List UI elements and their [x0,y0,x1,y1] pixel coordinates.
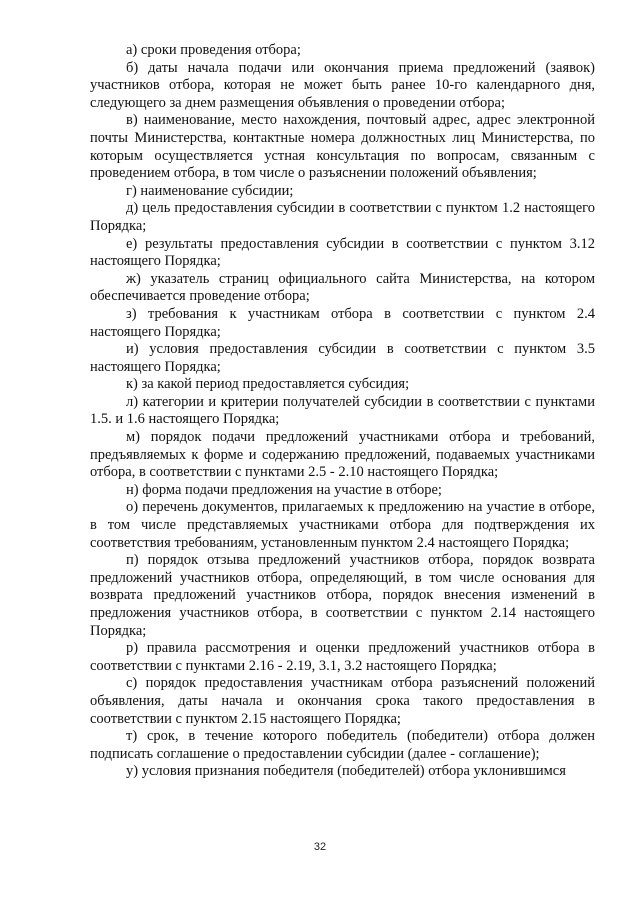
paragraph-r: р) правила рассмотрения и оценки предложений участников отбора в соответствии с пунктами 2.16 - 2.19, 3.1, 3.2 настоящего Порядка; [90,640,595,674]
paragraph-zh: ж) указатель страниц официального сайта Министерства, на котором обеспечивается проведение отбора; [90,270,595,305]
document-body [90,42,595,781]
paragraph-p: п) порядок отзыва предложений участников отбора, порядок возврата предложений участников отбора, определяющий, в том числе основания для возврата предложений участников отбора, порядок внесения изменений в предложения участников отбора, в соответствии с пунктом 2.14 настоящего Порядка; [90,552,595,639]
page-number: 32 [313,841,327,853]
paragraph-m: м) порядок подачи предложений участниками отбора и требований, предъявляемых к форме и содержанию предложений, подаваемых участниками отбора, в соответствии с пунктами 2.5 - 2.10 настоящего Порядка; [90,429,595,481]
paragraph-i: и) условия предоставления субсидии в соответствии с пунктом 3.5 настоящего Порядка; [90,341,595,375]
paragraph-t: т) срок, в течение которого победитель (победители) отбора должен подписать соглашение о предоставлении субсидии (далее - соглашение); [90,728,595,762]
paragraph-k: к) за какой период предоставляется субсидия; [126,376,410,393]
paragraph-n: н) форма подачи предложения на участие в отборе; [126,481,442,498]
paragraph-e: е) результаты предоставления субсидии в соответствии с пунктом 3.12 настоящего Порядка; [90,235,595,270]
paragraph-b: б) даты начала подачи или окончания приема предложений (заявок) участников отбора, которая не может быть ранее 10-го календарного дня, следующего за днем размещения объявления о проведении отбора; [90,59,595,111]
paragraph-g: г) наименование субсидии; [126,182,294,199]
paragraph-a: а) сроки проведения отбора; [126,42,301,58]
paragraph-z: з) требования к участникам отбора в соответствии с пунктом 2.4 настоящего Порядка; [90,305,595,340]
paragraph-l: л) категории и критерии получателей субсидии в соответствии с пунктами 1.5. и 1.6 настоящего Порядка; [90,393,595,428]
paragraph-d: д) цель предоставления субсидии в соответствии с пунктом 1.2 настоящего Порядка; [90,200,595,234]
paragraph-s: с) порядок предоставления участникам отбора разъяснений положений объявления, даты начала и окончания срока такого предоставления в соответствии с пунктом 2.15 настоящего Порядка; [90,675,595,727]
paragraph-u: у) условия признания победителя (победителей) отбора уклонившимся [126,763,566,780]
paragraph-v: в) наименование, место нахождения, почтовый адрес, адрес электронной почты Министерства, контактные номера должностных лиц Министерства, по которым осуществляется устная консультация по вопросам, связанным с проведением отбора, в том числе о разъяснении положений объявления; [90,112,595,182]
paragraph-o: о) перечень документов, прилагаемых к предложению на участие в отборе, в том числе представляемых участниками отбора для подтверждения их соответствия требованиям, установленным пунктом 2.4 настоящего Порядка; [90,499,595,551]
